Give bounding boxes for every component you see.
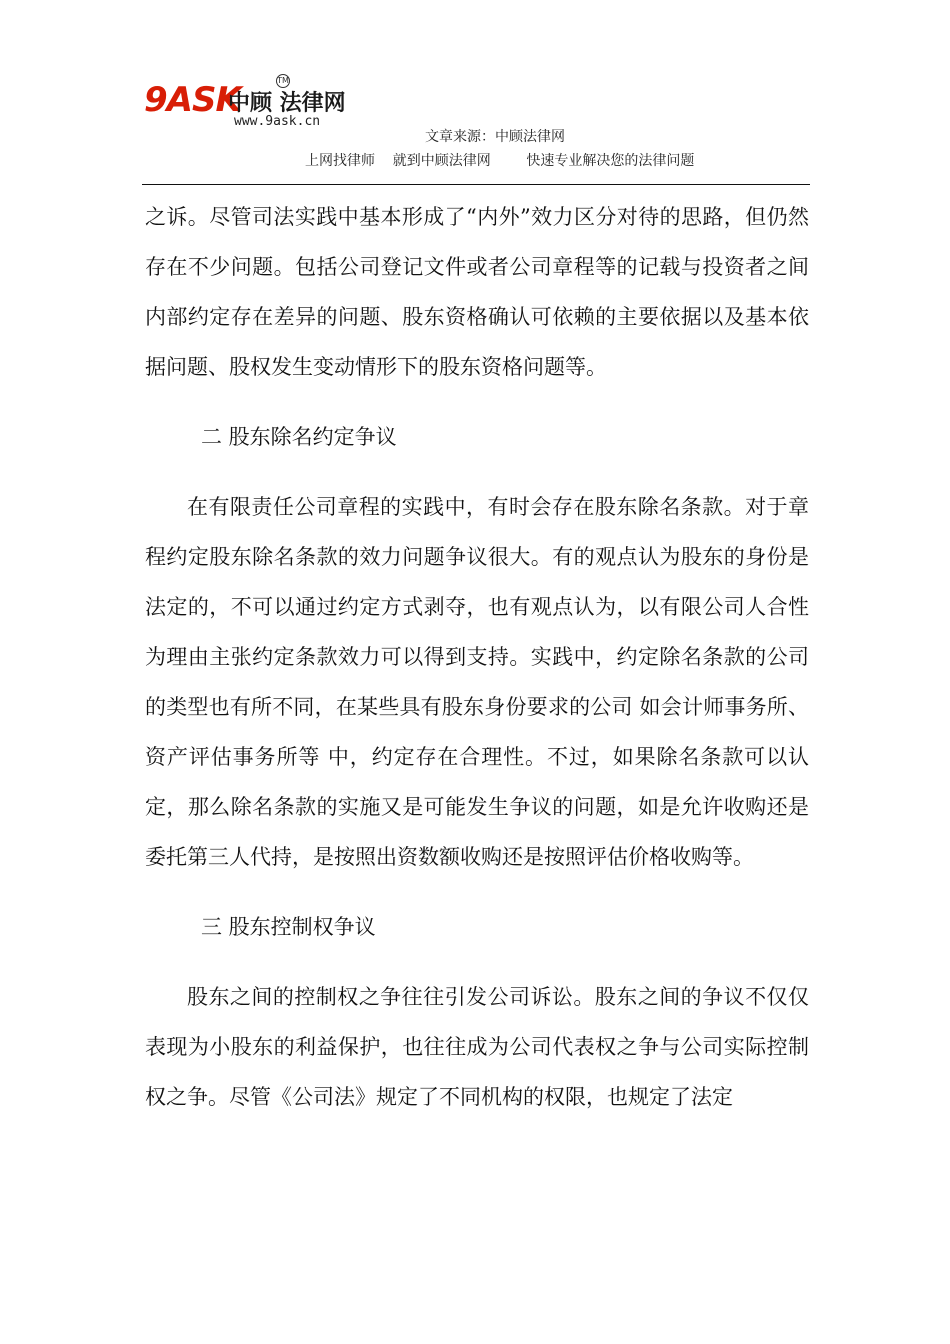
article-source: 文章来源：中顾法律网 bbox=[425, 129, 565, 145]
site-logo[interactable] bbox=[144, 72, 364, 132]
paragraph-gap bbox=[145, 882, 809, 902]
logo-url: www.9ask.cn bbox=[234, 114, 321, 129]
paragraph-2: 在有限责任公司章程的实践中，有时会存在股东除名条款。对于章程约定股东除名条款的效力问题争议很大。有的观点认为股东的身份是法定的，不可以通过约定方式剥夺，也有观点认为，以有限公司人合性为理由主张约定条款效力可以得到支持。实践中，约定除名条款的公司的类型也有所不同，在某些具有股东身份要求的公司 如会计师事务所、资产评估事务所等 中，约定存在合理性。不过，如果除名条款可以认定，那么除名条款的实施又是可能发生争议的问题，如是允许收购还是委托第三人代持，是按照出资数额收购还是按照评估价格收购等。 bbox=[145, 495, 809, 869]
section-heading-3: 三 股东控制权争议 bbox=[201, 915, 376, 939]
trademark-icon: TM bbox=[276, 74, 290, 88]
header-divider bbox=[142, 184, 810, 185]
section-heading-2: 二 股东除名约定争议 bbox=[201, 425, 397, 449]
paragraph-gap bbox=[145, 392, 809, 412]
logo-mark: 9ASK bbox=[144, 80, 241, 120]
header-tagline: 上网找律师 就到中顾法律网 快速专业解决您的法律问题 bbox=[305, 153, 695, 169]
logo-name: 中顾 法律网 bbox=[228, 91, 346, 116]
article-body bbox=[145, 192, 809, 1122]
paragraph-gap bbox=[145, 952, 809, 972]
paragraph-1: 之诉。尽管司法实践中基本形成了“内外”效力区分对待的思路，但仍然存在不少问题。包括公司登记文件或者公司章程等的记载与投资者之间内部约定存在差异的问题、股东资格确认可依赖的主要依据以及基本依据问题、股权发生变动情形下的股东资格问题等。 bbox=[145, 205, 809, 379]
paragraph-3: 股东之间的控制权之争往往引发公司诉讼。股东之间的争议不仅仅表现为小股东的利益保护，也往往成为公司代表权之争与公司实际控制权之争。尽管《公司法》规定了不同机构的权限，也规定了法定 bbox=[145, 985, 809, 1109]
paragraph-gap bbox=[145, 462, 809, 482]
